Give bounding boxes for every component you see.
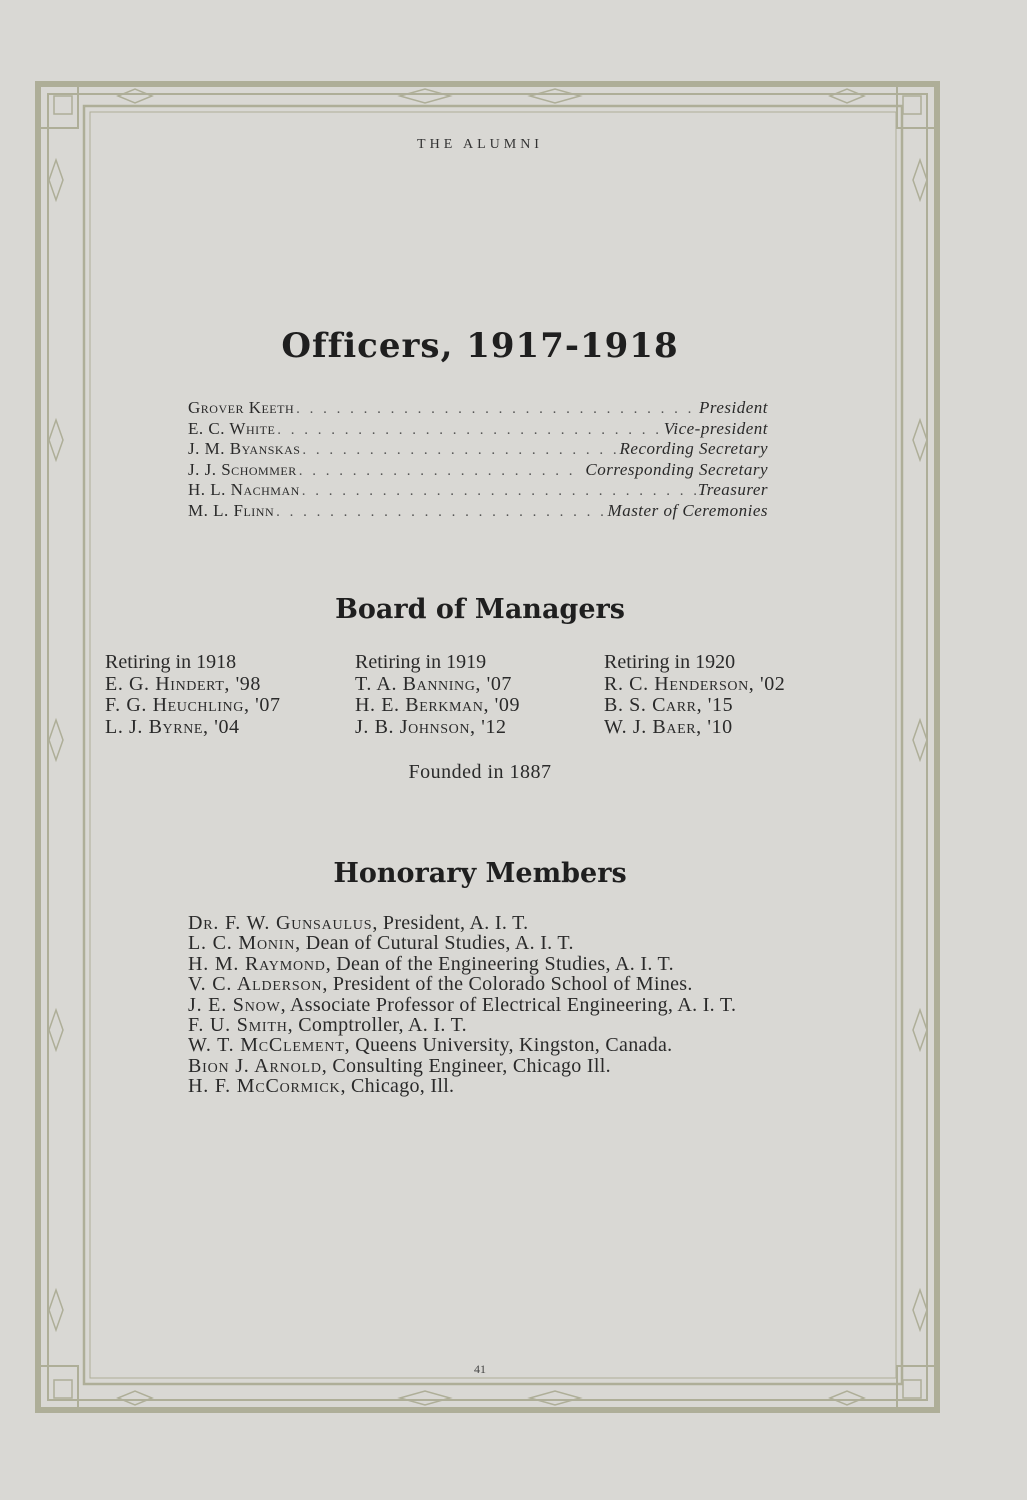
- officer-title: Recording Secretary: [619, 439, 768, 458]
- board-member: T. A. Banning, '07: [355, 672, 513, 695]
- board-member: E. G. Hindert, '98: [105, 672, 261, 695]
- honorary-member-name: F. U. Smith: [188, 1014, 288, 1037]
- honorary-member-desc: , Dean of the Engineering Studies, A. I. T.: [325, 952, 674, 975]
- honorary-member-name: Bion J. Arnold: [188, 1054, 322, 1077]
- dot-leader: [302, 481, 696, 502]
- officer-name: E. C. White: [188, 418, 276, 438]
- board-member: R. C. Henderson, '02: [604, 672, 786, 695]
- board-member: L. J. Byrne, '04: [105, 715, 240, 738]
- board-column-1918: [105, 652, 281, 738]
- dot-leader: [277, 420, 661, 441]
- officer-name: J. M. Byanskas: [188, 439, 301, 458]
- dot-leader: [299, 461, 584, 482]
- board-column-heading: Retiring in 1919: [355, 651, 487, 673]
- board-member: H. E. Berkman, '09: [355, 694, 521, 716]
- board-member: F. G. Heuchling, '07: [105, 694, 281, 716]
- honorary-title: Honorary Members: [333, 858, 627, 889]
- honorary-member-name: H. F. McCormick: [188, 1075, 341, 1098]
- officer-name: M. L. Flinn: [188, 500, 275, 520]
- officer-name: Grover Keeth: [188, 398, 295, 417]
- dot-leader: [276, 502, 605, 523]
- officer-title: President: [698, 398, 768, 417]
- running-head: THE ALUMNI: [417, 137, 543, 152]
- honorary-member-desc: , President, A. I. T.: [372, 912, 529, 934]
- honorary-member-name: W. T. McClement: [188, 1034, 345, 1057]
- officer-title: Vice-president: [663, 418, 768, 438]
- board-column-heading: Retiring in 1918: [105, 651, 237, 673]
- honorary-member-desc: , Associate Professor of Electrical Engineering, A. I. T.: [280, 993, 737, 1016]
- honorary-member: [188, 1015, 736, 1035]
- officer-row: [188, 480, 768, 501]
- honorary-member: [188, 974, 736, 994]
- honorary-member-desc: , Queens University, Kingston, Canada.: [344, 1034, 673, 1057]
- founded-note: Founded in 1887: [408, 761, 552, 783]
- honorary-member-name: Dr. F. W. Gunsaulus: [188, 912, 373, 934]
- board-column-1920: [604, 652, 785, 738]
- officer-row: [188, 501, 768, 522]
- officers-list: [188, 398, 768, 521]
- honorary-member-name: J. E. Snow: [188, 993, 281, 1016]
- board-column-heading: Retiring in 1920: [604, 651, 736, 673]
- honorary-member-name: V. C. Alderson: [188, 973, 323, 996]
- dot-leader: [296, 399, 697, 420]
- officers-title: Officers, 1917-1918: [281, 326, 679, 366]
- honorary-member-desc: , Comptroller, A. I. T.: [287, 1014, 467, 1037]
- officer-row: [188, 398, 768, 419]
- honorary-member: [188, 995, 736, 1015]
- officer-title: Corresponding Secretary: [585, 459, 768, 479]
- honorary-member: [188, 913, 736, 933]
- honorary-member-name: H. M. Raymond: [188, 952, 326, 975]
- board-member: W. J. Baer, '10: [604, 715, 733, 738]
- board-title: Board of Managers: [335, 594, 625, 625]
- officer-row: [188, 439, 768, 460]
- officer-name: J. J. Schommer: [188, 459, 297, 479]
- board-member: B. S. Carr, '15: [604, 694, 734, 716]
- page-number: 41: [474, 1362, 486, 1376]
- board-column-1919: [355, 652, 520, 738]
- officer-title: Treasurer: [697, 480, 768, 499]
- honorary-member-name: L. C. Monin: [188, 932, 296, 955]
- honorary-member: [188, 954, 736, 974]
- honorary-member: [188, 1076, 736, 1096]
- honorary-member-desc: , Chicago, Ill.: [340, 1075, 455, 1098]
- honorary-member-desc: , President of the Colorado School of Mines.: [322, 973, 693, 996]
- officer-name: H. L. Nachman: [188, 480, 300, 499]
- honorary-member: [188, 1035, 736, 1055]
- officer-title: Master of Ceremonies: [607, 500, 768, 520]
- officer-row: [188, 460, 768, 481]
- board-member: J. B. Johnson, '12: [355, 715, 507, 738]
- honorary-member: [188, 1056, 736, 1076]
- honorary-member-desc: , Dean of Cutural Studies, A. I. T.: [295, 932, 574, 955]
- honorary-members-list: [188, 913, 736, 1097]
- dot-leader: [302, 440, 617, 461]
- honorary-member-desc: , Consulting Engineer, Chicago Ill.: [321, 1054, 611, 1077]
- honorary-member: [188, 933, 736, 953]
- officer-row: [188, 419, 768, 440]
